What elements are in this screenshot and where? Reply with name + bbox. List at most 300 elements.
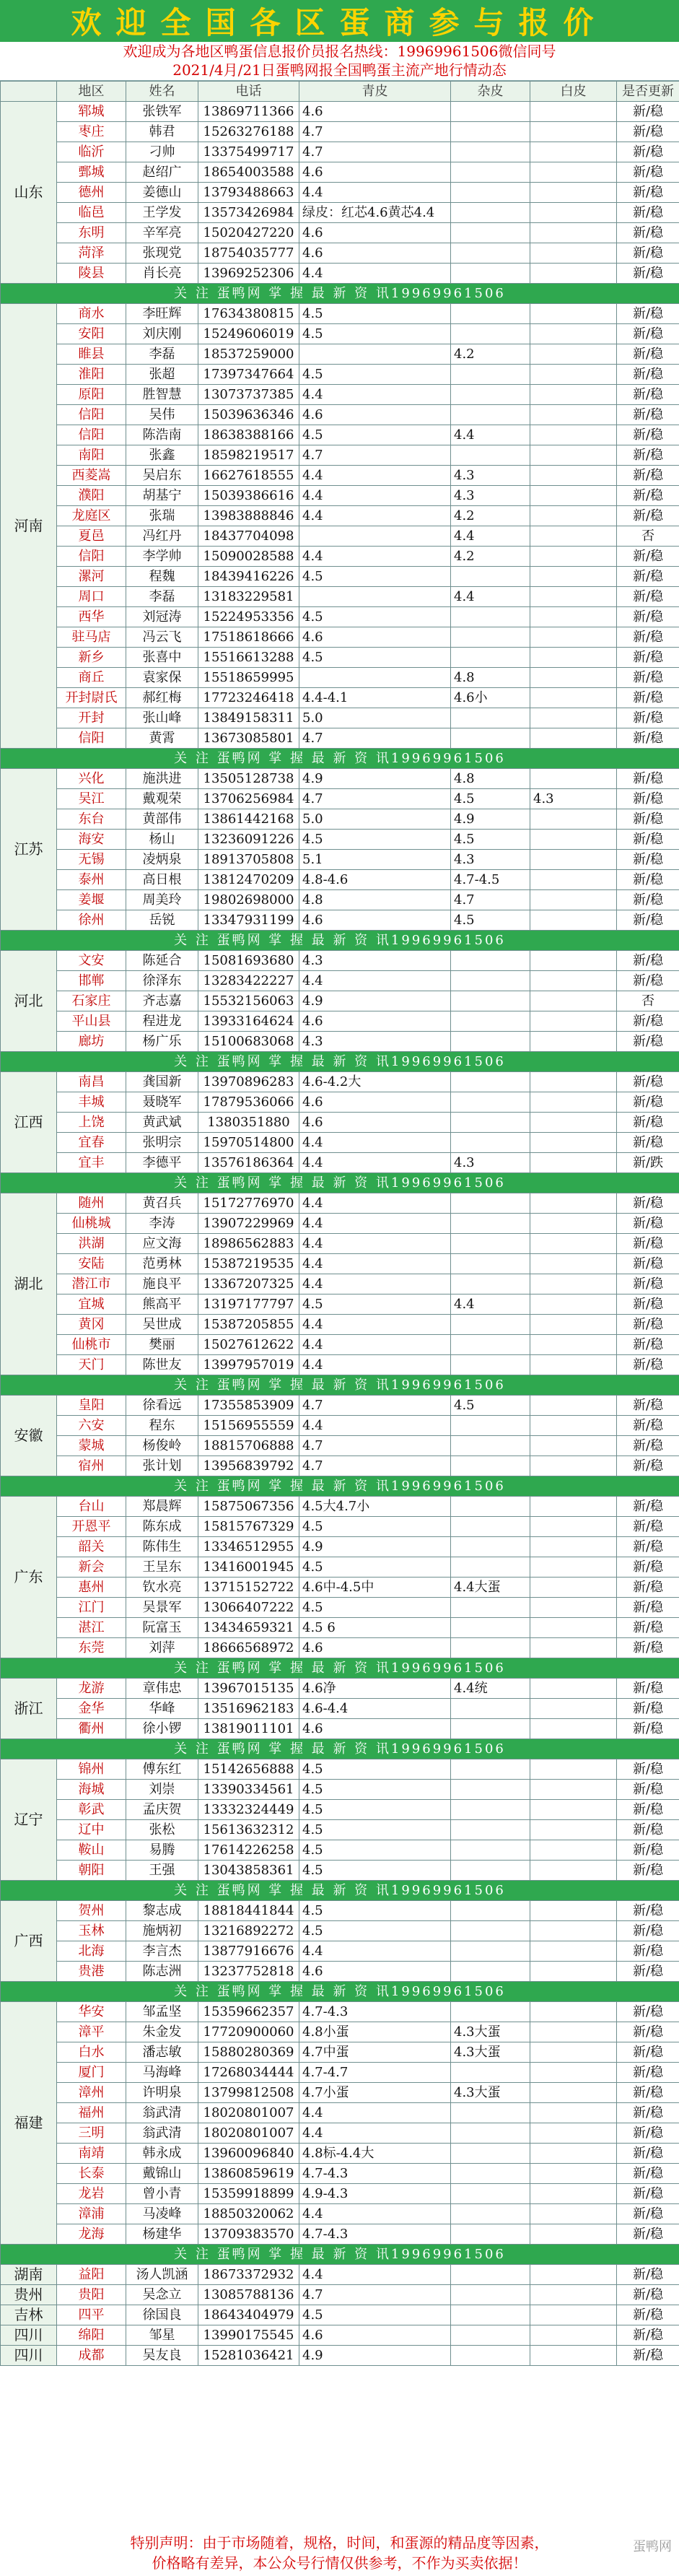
mixed-price-cell: 4.7-4.5: [451, 870, 530, 890]
white-price-cell: [530, 1274, 617, 1294]
phone-cell: 13236091226: [198, 830, 299, 850]
green-price-cell: 4.9: [299, 769, 451, 789]
mixed-price-cell: 4.5: [451, 830, 530, 850]
table-row: [1, 466, 679, 486]
phone-cell: 13066407222: [198, 1598, 299, 1618]
green-price-cell: 4.3: [299, 1032, 451, 1052]
area-cell: 福州: [57, 2103, 126, 2123]
phone-cell: 17397347664: [198, 365, 299, 385]
update-cell: 新/稳: [617, 2083, 679, 2103]
white-price-cell: [530, 567, 617, 587]
phone-cell: 13715152722: [198, 1578, 299, 1598]
green-price-cell: 4.4: [299, 183, 451, 203]
name-cell: 韩永成: [126, 2144, 198, 2164]
update-cell: 新/稳: [617, 1416, 679, 1436]
green-price-cell: 4.4: [299, 1315, 451, 1335]
green-price-cell: 4.5: [299, 1901, 451, 1921]
phone-cell: 13869711366: [198, 102, 299, 122]
green-price-cell: 4.8-4.6: [299, 870, 451, 890]
white-price-cell: [530, 587, 617, 607]
table-row: [1, 486, 679, 506]
area-cell: 南阳: [57, 445, 126, 466]
white-price-cell: [530, 1092, 617, 1113]
white-price-cell: [530, 1557, 617, 1578]
area-cell: 惠州: [57, 1578, 126, 1598]
white-price-cell: [530, 1800, 617, 1820]
table-row: [1, 142, 679, 162]
province-cell: 湖南: [1, 2265, 57, 2285]
table-row: [1, 910, 679, 931]
mixed-price-cell: 4.2: [451, 344, 530, 365]
white-price-cell: [530, 2224, 617, 2245]
mixed-price-cell: [451, 1780, 530, 1800]
table-row: [1, 1497, 679, 1517]
phone-cell: 13907229969: [198, 1214, 299, 1234]
update-cell: 否: [617, 991, 679, 1011]
update-cell: 新/稳: [617, 607, 679, 627]
follow-banner: 关 注 蛋鸭网 掌 握 最 新 资 讯19969961506: [1, 284, 679, 304]
white-price-cell: [530, 1598, 617, 1618]
table-row: [1, 506, 679, 526]
white-price-cell: [530, 142, 617, 162]
green-price-cell: 4.4: [299, 1153, 451, 1173]
white-price-cell: [530, 2164, 617, 2184]
green-price-cell: 4.7: [299, 789, 451, 809]
area-cell: 徐州: [57, 910, 126, 931]
green-price-cell: 4.7: [299, 1436, 451, 1456]
name-cell: 阮富玉: [126, 1618, 198, 1638]
white-price-cell: [530, 243, 617, 264]
table-row: [1, 1557, 679, 1578]
area-cell: 西华: [57, 607, 126, 627]
phone-cell: 13983888846: [198, 506, 299, 526]
name-cell: 邹孟坚: [126, 2002, 198, 2022]
area-cell: 周口: [57, 587, 126, 607]
white-price-cell: [530, 991, 617, 1011]
area-cell: 临邑: [57, 203, 126, 223]
table-row: [1, 991, 679, 1011]
table-row: [1, 2063, 679, 2083]
mixed-price-cell: [451, 567, 530, 587]
name-cell: 杨建华: [126, 2224, 198, 2245]
name-cell: 黎志成: [126, 1901, 198, 1921]
green-price-cell: 4.7: [299, 728, 451, 749]
update-cell: 新/稳: [617, 1719, 679, 1739]
update-cell: 新/稳: [617, 2305, 679, 2325]
mixed-price-cell: [451, 1962, 530, 1982]
green-price-cell: 4.9: [299, 1537, 451, 1557]
phone-cell: 17634380815: [198, 304, 299, 324]
white-price-cell: [530, 183, 617, 203]
update-cell: 新/稳: [617, 203, 679, 223]
footer-line-1: 特别声明：由于市场随着，规格，时间，和蛋源的精品度等因素，: [130, 2534, 549, 2551]
table-row: [1, 648, 679, 668]
mixed-price-cell: 4.2: [451, 506, 530, 526]
phone-cell: 15613632312: [198, 1820, 299, 1840]
phone-cell: 1380351880: [198, 1113, 299, 1133]
name-cell: 张松: [126, 1820, 198, 1840]
update-cell: 新/稳: [617, 2103, 679, 2123]
update-cell: 新/稳: [617, 648, 679, 668]
name-cell: 聂晓军: [126, 1092, 198, 1113]
mixed-price-cell: 4.5: [451, 910, 530, 931]
price-table: [0, 81, 679, 2366]
name-cell: 吴世成: [126, 1315, 198, 1335]
area-cell: 玉林: [57, 1921, 126, 1941]
table-row: [1, 243, 679, 264]
table-row: [1, 951, 679, 971]
white-price-cell: [530, 2063, 617, 2083]
province-cell: 河南: [1, 304, 57, 749]
follow-banner-row: [1, 1476, 679, 1497]
table-row: [1, 1638, 679, 1658]
mixed-price-cell: [451, 2184, 530, 2204]
phone-cell: 13183229581: [198, 587, 299, 607]
table-row: [1, 2144, 679, 2164]
area-cell: 韶关: [57, 1537, 126, 1557]
table-row: [1, 627, 679, 648]
name-cell: 陈伟生: [126, 1537, 198, 1557]
mixed-price-cell: [451, 1638, 530, 1658]
name-cell: 赵绍广: [126, 162, 198, 183]
table-row: [1, 1517, 679, 1537]
table-row: [1, 1072, 679, 1092]
green-price-cell: 4.6: [299, 162, 451, 183]
mixed-price-cell: [451, 1759, 530, 1780]
name-cell: 高日根: [126, 870, 198, 890]
mixed-price-cell: [451, 1699, 530, 1719]
green-price-cell: [299, 526, 451, 547]
white-price-cell: [530, 264, 617, 284]
name-cell: 胜智慧: [126, 385, 198, 405]
phone-cell: 15387219535: [198, 1254, 299, 1274]
name-cell: 冯红丹: [126, 526, 198, 547]
green-price-cell: 4.7: [299, 445, 451, 466]
mixed-price-cell: [451, 1456, 530, 1476]
phone-cell: 18654003588: [198, 162, 299, 183]
area-cell: 白水: [57, 2042, 126, 2063]
update-cell: 否: [617, 526, 679, 547]
table-row: [1, 405, 679, 425]
update-cell: 新/稳: [617, 1780, 679, 1800]
area-cell: 衢州: [57, 1719, 126, 1739]
name-cell: 韩君: [126, 122, 198, 142]
mixed-price-cell: 4.4大蛋: [451, 1578, 530, 1598]
update-cell: 新/稳: [617, 2042, 679, 2063]
table-row: [1, 365, 679, 385]
green-price-cell: 4.8小蛋: [299, 2022, 451, 2042]
green-price-cell: 4.4: [299, 1274, 451, 1294]
phone-cell: 15970514800: [198, 1133, 299, 1153]
name-cell: 刘崇: [126, 1780, 198, 1800]
green-price-cell: 4.5 6: [299, 1618, 451, 1638]
white-price-cell: [530, 769, 617, 789]
table-row: [1, 1800, 679, 1820]
mixed-price-cell: [451, 203, 530, 223]
table-row: [1, 2022, 679, 2042]
green-price-cell: 4.6: [299, 910, 451, 931]
update-cell: 新/稳: [617, 910, 679, 931]
table-row: [1, 425, 679, 445]
area-cell: 辽中: [57, 1820, 126, 1840]
white-price-cell: [530, 304, 617, 324]
mixed-price-cell: [451, 405, 530, 425]
update-cell: 新/稳: [617, 1396, 679, 1416]
green-price-cell: 4.5: [299, 425, 451, 445]
province-cell: 湖北: [1, 1193, 57, 1375]
white-price-cell: [530, 1820, 617, 1840]
area-cell: 漳平: [57, 2022, 126, 2042]
green-price-cell: [299, 587, 451, 607]
mixed-price-cell: [451, 1719, 530, 1739]
table-row: [1, 1578, 679, 1598]
province-cell: 河北: [1, 951, 57, 1052]
white-price-cell: [530, 1011, 617, 1032]
green-price-cell: 4.4: [299, 2265, 451, 2285]
phone-cell: 15875067356: [198, 1497, 299, 1517]
table-row: [1, 1011, 679, 1032]
table-row: [1, 1759, 679, 1780]
area-cell: 南昌: [57, 1072, 126, 1092]
table-row: [1, 809, 679, 830]
signup-notice: 欢迎成为各地区鸭蛋信息报价员报名热线：19969961506微信同号: [0, 42, 679, 61]
green-price-cell: 4.7-4.3: [299, 2164, 451, 2184]
mixed-price-cell: [451, 2224, 530, 2245]
name-cell: 戴锦山: [126, 2164, 198, 2184]
green-price-cell: 4.5: [299, 1780, 451, 1800]
white-price-cell: [530, 668, 617, 688]
name-cell: 岳锐: [126, 910, 198, 931]
table-row: [1, 1274, 679, 1294]
white-price-cell: [530, 526, 617, 547]
green-price-cell: 4.6: [299, 627, 451, 648]
phone-cell: 13085788136: [198, 2285, 299, 2305]
area-cell: 东台: [57, 809, 126, 830]
mixed-price-cell: [451, 2346, 530, 2366]
white-price-cell: [530, 1578, 617, 1598]
name-cell: 陈志洲: [126, 1962, 198, 1982]
area-cell: 漳浦: [57, 2204, 126, 2224]
mixed-price-cell: [451, 1436, 530, 1456]
table-row: [1, 344, 679, 365]
white-price-cell: [530, 203, 617, 223]
table-row: [1, 223, 679, 243]
table-row: [1, 1355, 679, 1375]
area-cell: 夏邑: [57, 526, 126, 547]
name-cell: 熊高平: [126, 1294, 198, 1315]
follow-banner-row: [1, 1881, 679, 1901]
area-cell: 廊坊: [57, 1032, 126, 1052]
green-price-cell: 4.5: [299, 1840, 451, 1861]
area-cell: 原阳: [57, 385, 126, 405]
green-price-cell: 4.5: [299, 1517, 451, 1537]
table-row: [1, 1941, 679, 1962]
mixed-price-cell: 4.5: [451, 1396, 530, 1416]
white-price-cell: [530, 1355, 617, 1375]
mixed-price-cell: [451, 122, 530, 142]
table-row: [1, 547, 679, 567]
mixed-price-cell: [451, 1861, 530, 1881]
phone-cell: 15039386616: [198, 486, 299, 506]
green-price-cell: 4.6-4.2大: [299, 1072, 451, 1092]
table-row: [1, 1032, 679, 1052]
name-cell: 杨俊岭: [126, 1436, 198, 1456]
name-cell: 施洪进: [126, 769, 198, 789]
table-row: [1, 1921, 679, 1941]
table-row: [1, 830, 679, 850]
table-row: [1, 1780, 679, 1800]
follow-banner-row: [1, 1658, 679, 1679]
table-row: [1, 324, 679, 344]
green-price-cell: 4.5: [299, 365, 451, 385]
phone-cell: 13505128738: [198, 769, 299, 789]
white-price-cell: [530, 1861, 617, 1881]
area-cell: 郓城: [57, 102, 126, 122]
phone-cell: 17518618666: [198, 627, 299, 648]
phone-cell: 17723246418: [198, 688, 299, 708]
mixed-price-cell: [451, 1315, 530, 1335]
white-price-cell: [530, 1759, 617, 1780]
area-cell: 信阳: [57, 405, 126, 425]
header-updated: 是否更新: [617, 82, 679, 102]
update-cell: 新/稳: [617, 1274, 679, 1294]
table-row: [1, 2164, 679, 2184]
area-cell: 文安: [57, 951, 126, 971]
mixed-price-cell: [451, 2002, 530, 2022]
phone-cell: 13347931199: [198, 910, 299, 931]
update-cell: 新/稳: [617, 850, 679, 870]
green-price-cell: 4.7: [299, 142, 451, 162]
green-price-cell: 4.8标-4.4大: [299, 2144, 451, 2164]
table-row: [1, 668, 679, 688]
name-cell: 凌炳泉: [126, 850, 198, 870]
area-cell: 南靖: [57, 2144, 126, 2164]
area-cell: 上饶: [57, 1113, 126, 1133]
table-row: [1, 769, 679, 789]
name-cell: 杨广乐: [126, 1032, 198, 1052]
phone-cell: 15532156063: [198, 991, 299, 1011]
white-price-cell: [530, 708, 617, 728]
area-cell: 鄄城: [57, 162, 126, 183]
white-price-cell: [530, 162, 617, 183]
green-price-cell: 4.5: [299, 2305, 451, 2325]
phone-cell: 13367207325: [198, 1274, 299, 1294]
mixed-price-cell: [451, 728, 530, 749]
table-row: [1, 203, 679, 223]
mixed-price-cell: [451, 1274, 530, 1294]
area-cell: 黄冈: [57, 1315, 126, 1335]
white-price-cell: [530, 445, 617, 466]
area-cell: 石家庄: [57, 991, 126, 1011]
white-price-cell: [530, 466, 617, 486]
table-row: [1, 1193, 679, 1214]
mixed-price-cell: 4.3: [451, 486, 530, 506]
phone-cell: 18439416226: [198, 567, 299, 587]
update-cell: 新/稳: [617, 1254, 679, 1274]
green-price-cell: 4.9: [299, 991, 451, 1011]
name-cell: 李学帅: [126, 547, 198, 567]
white-price-cell: [530, 324, 617, 344]
province-cell: 广西: [1, 1901, 57, 1982]
phone-cell: 13043858361: [198, 1861, 299, 1881]
province-cell: 江苏: [1, 769, 57, 931]
phone-cell: 15815767329: [198, 1517, 299, 1537]
province-cell: 福建: [1, 2002, 57, 2245]
white-price-cell: [530, 1456, 617, 1476]
update-cell: 新/稳: [617, 304, 679, 324]
update-cell: 新/稳: [617, 1618, 679, 1638]
area-cell: 台山: [57, 1497, 126, 1517]
province-cell: 江西: [1, 1072, 57, 1173]
update-cell: 新/稳: [617, 2285, 679, 2305]
mixed-price-cell: 4.2: [451, 547, 530, 567]
white-price-cell: [530, 547, 617, 567]
area-cell: 天门: [57, 1355, 126, 1375]
area-cell: 彰武: [57, 1800, 126, 1820]
area-cell: 泰州: [57, 870, 126, 890]
table-row: [1, 688, 679, 708]
phone-cell: 15027612622: [198, 1335, 299, 1355]
table-row: [1, 2265, 679, 2285]
phone-cell: 18437704098: [198, 526, 299, 547]
phone-cell: 13967015135: [198, 1679, 299, 1699]
phone-cell: 13673085801: [198, 728, 299, 749]
phone-cell: 13969252306: [198, 264, 299, 284]
phone-cell: 13990175545: [198, 2325, 299, 2346]
table-body: [1, 102, 679, 2366]
area-cell: 商丘: [57, 668, 126, 688]
follow-banner-row: [1, 931, 679, 951]
table-row: [1, 162, 679, 183]
mixed-price-cell: [451, 1921, 530, 1941]
name-cell: 樊丽: [126, 1335, 198, 1355]
follow-banner: 关 注 蛋鸭网 掌 握 最 新 资 讯19969961506: [1, 1173, 679, 1193]
follow-banner: 关 注 蛋鸭网 掌 握 最 新 资 讯19969961506: [1, 1375, 679, 1396]
mixed-price-cell: [451, 1072, 530, 1092]
phone-cell: 18754035777: [198, 243, 299, 264]
green-price-cell: 4.6: [299, 102, 451, 122]
green-price-cell: 4.7: [299, 122, 451, 142]
green-price-cell: 4.3: [299, 951, 451, 971]
white-price-cell: [530, 1719, 617, 1739]
area-cell: 邯郸: [57, 971, 126, 991]
mixed-price-cell: [451, 607, 530, 627]
name-cell: 杨山: [126, 830, 198, 850]
province-cell: 山东: [1, 102, 57, 284]
phone-cell: 18818441844: [198, 1901, 299, 1921]
follow-banner: 关 注 蛋鸭网 掌 握 最 新 资 讯19969961506: [1, 1658, 679, 1679]
name-cell: 刘庆刚: [126, 324, 198, 344]
update-cell: 新/稳: [617, 688, 679, 708]
area-cell: 北海: [57, 1941, 126, 1962]
area-cell: 姜堰: [57, 890, 126, 910]
white-price-cell: [530, 1335, 617, 1355]
mixed-price-cell: [451, 2285, 530, 2305]
white-price-cell: [530, 223, 617, 243]
white-price-cell: [530, 2325, 617, 2346]
update-cell: 新/稳: [617, 1941, 679, 1962]
white-price-cell: [530, 627, 617, 648]
follow-banner: 关 注 蛋鸭网 掌 握 最 新 资 讯19969961506: [1, 749, 679, 769]
update-cell: 新/稳: [617, 1557, 679, 1578]
name-cell: 汤人凯涵: [126, 2265, 198, 2285]
white-price-cell: [530, 728, 617, 749]
table-row: [1, 2346, 679, 2366]
green-price-cell: 4.5: [299, 1557, 451, 1578]
green-price-cell: 绿皮：红芯4.6黄芯4.4: [299, 203, 451, 223]
table-row: [1, 850, 679, 870]
mixed-price-cell: [451, 162, 530, 183]
